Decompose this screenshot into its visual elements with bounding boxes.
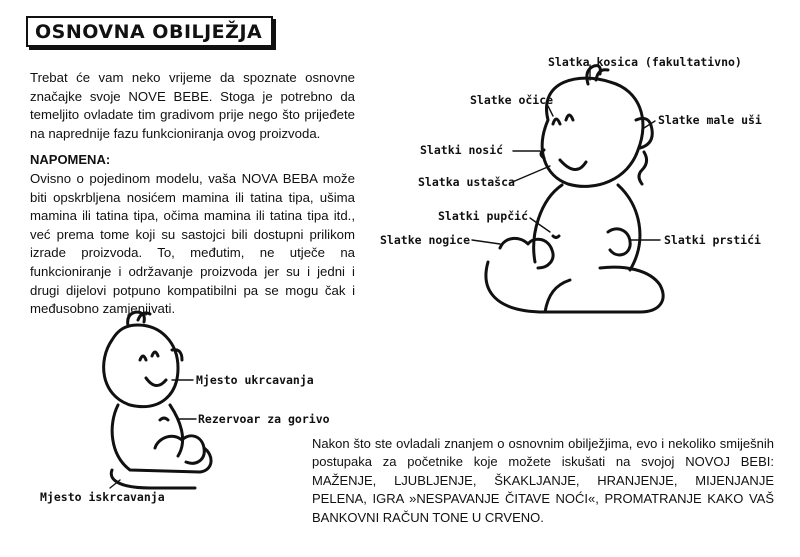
label-prstici: Slatki prstići [664,233,761,247]
page-title: OSNOVNA OBILJEŽJA [26,16,273,47]
label-ukrcavanje: Mjesto ukrcavanja [196,373,314,387]
label-usi: Slatke male uši [658,113,762,127]
label-nogice: Slatke nogice [380,233,471,247]
label-pupcic: Slatki pupčić [438,209,529,223]
note-paragraph: Ovisno o pojedinom modelu, vaša NOVA BEBA može biti opskrbljena nosićem mamina ili tatina tipa, ušima mamina ili tatina tipa, očima mamina ili tatina tipa itd., već prema tome koji su sastojci bili dostupni prilikom izrade proizvoda. To, međutim, ne utječe na funkcioniranje i održavanje proizvoda jer su i jedni i drugi dijelovi potpuno kompatibilni pa se mogu čak i međusobno zamjenjivati. [30,171,355,317]
small-baby-drawing [104,312,211,488]
label-rezervoar: Rezervoar za gorivo [198,412,330,426]
outro-paragraph: Nakon što ste ovladali znanjem o osnovnim obilježjima, evo i nekoliko smiješnih postupaka za početnike koje možete iskušati na svojoj NOVOJ BEBI: MAŽENJE, LJUBLJENJE, ŠKAKLJANJE, HRANJENJE, MIJENJANJE PELENA, IGRA »NESPAVANJE ČITAVE NOĆI«, PROMATRANJE KAKO VAŠ BANKOVNI RAČUN TONE U CRVENO. [312,436,774,525]
label-nosic: Slatki nosić [420,143,504,157]
intro-paragraph: Trebat će vam neko vrijeme da spoznate osnovne značajke svoje NOVE BEBE. Stoga je potrebno da temeljito ovladate tim gradivom prije nego što prijeđete na naprednije fazu funkcioniranja ovog proizvoda. [30,70,355,141]
label-iskrcavanje: Mjesto iskrcavanja [40,490,165,504]
label-ocice: Slatke očice [470,93,554,107]
label-ustasca: Slatka ustašca [418,175,515,189]
label-kosica: Slatka kosica (fakultativno) [548,55,742,69]
note-heading: NAPOMENA: [30,152,111,167]
